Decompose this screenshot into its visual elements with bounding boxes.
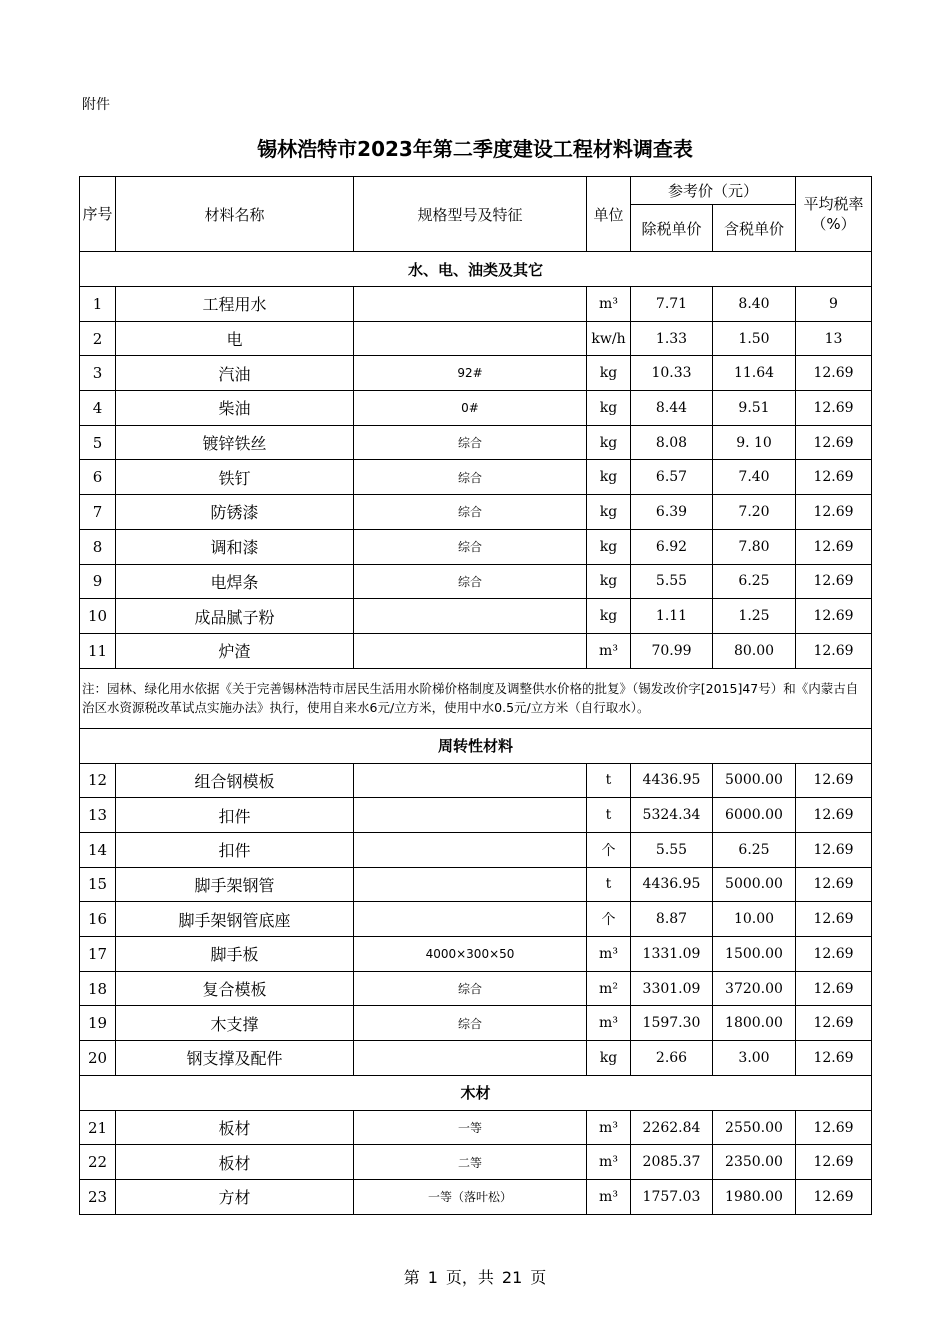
row-unit: m³: [587, 1180, 631, 1215]
row-price-ex-tax: 2262.84: [631, 1110, 713, 1145]
table-row: [80, 633, 872, 668]
materials-table: [79, 176, 872, 1215]
footer-suffix: 页: [530, 1268, 547, 1287]
row-price-inc-tax: 1500.00: [713, 937, 796, 972]
row-spec: [354, 902, 587, 937]
table-row: [80, 1110, 872, 1145]
col-price-ex-header: 除税单价: [631, 205, 713, 252]
footer-page-number: 1: [427, 1268, 438, 1287]
row-seq: 22: [80, 1145, 116, 1180]
row-seq: 10: [80, 599, 116, 634]
row-tax-rate: 12.69: [796, 633, 872, 668]
table-row: [80, 1180, 872, 1215]
row-price-ex-tax: 4436.95: [631, 867, 713, 902]
row-tax-rate: 12.69: [796, 971, 872, 1006]
col-price-in-header: 含税单价: [713, 205, 796, 252]
row-unit: m³: [587, 937, 631, 972]
row-unit: m³: [587, 1110, 631, 1145]
table-body: [80, 252, 872, 1215]
row-tax-rate: 12.69: [796, 425, 872, 460]
row-price-inc-tax: 6.25: [713, 832, 796, 867]
row-price-inc-tax: 9.51: [713, 391, 796, 426]
table-row: [80, 356, 872, 391]
row-material-name: 铁钉: [116, 460, 354, 495]
section-row: [80, 1075, 872, 1110]
table-row: [80, 460, 872, 495]
row-seq: 6: [80, 460, 116, 495]
row-unit: m²: [587, 971, 631, 1006]
row-unit: kg: [587, 1041, 631, 1076]
row-price-inc-tax: 3720.00: [713, 971, 796, 1006]
row-price-inc-tax: 1.25: [713, 599, 796, 634]
col-name-header: 材料名称: [116, 177, 354, 252]
row-spec: 综合: [354, 971, 587, 1006]
col-tax-header: 平均税率（%）: [796, 177, 872, 252]
row-price-ex-tax: 70.99: [631, 633, 713, 668]
row-spec: [354, 763, 587, 798]
row-seq: 8: [80, 529, 116, 564]
row-seq: 17: [80, 937, 116, 972]
row-material-name: 扣件: [116, 798, 354, 833]
row-tax-rate: 12.69: [796, 564, 872, 599]
row-price-ex-tax: 2.66: [631, 1041, 713, 1076]
row-tax-rate: 12.69: [796, 832, 872, 867]
row-price-ex-tax: 6.57: [631, 460, 713, 495]
row-price-inc-tax: 7.40: [713, 460, 796, 495]
row-unit: kg: [587, 564, 631, 599]
row-unit: kg: [587, 425, 631, 460]
note-text: 注：园林、绿化用水依据《关于完善锡林浩特市居民生活用水阶梯价格制度及调整供水价格的批复》（锡发改价字[2015]47号）和《内蒙古自治区水资源税改革试点实施办法》执行，使用自来水6元/立方米，使用中水0.5元/立方米（自行取水）。: [80, 668, 872, 728]
table-row: [80, 937, 872, 972]
row-tax-rate: 12.69: [796, 391, 872, 426]
row-material-name: 脚手架钢管: [116, 867, 354, 902]
section-title: 木材: [80, 1075, 872, 1110]
row-material-name: 方材: [116, 1180, 354, 1215]
section-title: 水、电、油类及其它: [80, 252, 872, 287]
row-material-name: 扣件: [116, 832, 354, 867]
row-material-name: 脚手架钢管底座: [116, 902, 354, 937]
row-material-name: 木支撑: [116, 1006, 354, 1041]
table-row: [80, 564, 872, 599]
row-price-inc-tax: 8.40: [713, 287, 796, 322]
row-price-ex-tax: 3301.09: [631, 971, 713, 1006]
row-spec: 综合: [354, 529, 587, 564]
row-material-name: 脚手板: [116, 937, 354, 972]
row-material-name: 调和漆: [116, 529, 354, 564]
section-row: [80, 252, 872, 287]
row-price-ex-tax: 5324.34: [631, 798, 713, 833]
row-unit: t: [587, 867, 631, 902]
row-tax-rate: 12.69: [796, 356, 872, 391]
row-spec: 综合: [354, 495, 587, 530]
row-price-ex-tax: 6.39: [631, 495, 713, 530]
row-tax-rate: 9: [796, 287, 872, 322]
table-row: [80, 763, 872, 798]
table-row: [80, 495, 872, 530]
row-seq: 16: [80, 902, 116, 937]
row-tax-rate: 12.69: [796, 495, 872, 530]
row-spec: [354, 321, 587, 356]
row-price-ex-tax: 1597.30: [631, 1006, 713, 1041]
row-material-name: 钢支撑及配件: [116, 1041, 354, 1076]
table-row: [80, 529, 872, 564]
row-unit: m³: [587, 287, 631, 322]
section-title: 周转性材料: [80, 728, 872, 763]
row-spec: [354, 599, 587, 634]
row-price-ex-tax: 8.87: [631, 902, 713, 937]
row-price-inc-tax: 80.00: [713, 633, 796, 668]
row-seq: 2: [80, 321, 116, 356]
table-row: [80, 599, 872, 634]
row-price-ex-tax: 1.33: [631, 321, 713, 356]
row-tax-rate: 12.69: [796, 902, 872, 937]
row-unit: kw/h: [587, 321, 631, 356]
row-price-ex-tax: 8.44: [631, 391, 713, 426]
row-price-ex-tax: 1.11: [631, 599, 713, 634]
row-price-ex-tax: 1331.09: [631, 937, 713, 972]
row-seq: 5: [80, 425, 116, 460]
row-material-name: 电: [116, 321, 354, 356]
row-price-ex-tax: 7.71: [631, 287, 713, 322]
row-price-inc-tax: 2350.00: [713, 1145, 796, 1180]
row-price-ex-tax: 2085.37: [631, 1145, 713, 1180]
note-row: [80, 668, 872, 728]
row-seq: 12: [80, 763, 116, 798]
section-row: [80, 728, 872, 763]
row-tax-rate: 12.69: [796, 798, 872, 833]
row-spec: 综合: [354, 425, 587, 460]
row-spec: 一等: [354, 1110, 587, 1145]
row-price-inc-tax: 1.50: [713, 321, 796, 356]
row-material-name: 炉渣: [116, 633, 354, 668]
row-seq: 23: [80, 1180, 116, 1215]
row-material-name: 柴油: [116, 391, 354, 426]
row-seq: 7: [80, 495, 116, 530]
row-spec: 4000×300×50: [354, 937, 587, 972]
row-price-inc-tax: 7.20: [713, 495, 796, 530]
row-price-inc-tax: 7.80: [713, 529, 796, 564]
row-price-ex-tax: 6.92: [631, 529, 713, 564]
row-seq: 21: [80, 1110, 116, 1145]
row-tax-rate: 12.69: [796, 763, 872, 798]
row-tax-rate: 12.69: [796, 1145, 872, 1180]
row-seq: 4: [80, 391, 116, 426]
row-price-inc-tax: 10.00: [713, 902, 796, 937]
row-seq: 11: [80, 633, 116, 668]
row-seq: 13: [80, 798, 116, 833]
row-price-inc-tax: 3.00: [713, 1041, 796, 1076]
table-row: [80, 832, 872, 867]
row-material-name: 复合模板: [116, 971, 354, 1006]
row-unit: kg: [587, 599, 631, 634]
row-price-inc-tax: 6000.00: [713, 798, 796, 833]
row-price-ex-tax: 4436.95: [631, 763, 713, 798]
row-price-inc-tax: 1980.00: [713, 1180, 796, 1215]
table-row: [80, 1041, 872, 1076]
row-tax-rate: 12.69: [796, 1006, 872, 1041]
col-seq-header: 序号: [80, 177, 116, 252]
table-row: [80, 321, 872, 356]
row-tax-rate: 12.69: [796, 460, 872, 495]
row-seq: 19: [80, 1006, 116, 1041]
row-unit: t: [587, 763, 631, 798]
col-unit-header: 单位: [587, 177, 631, 252]
row-unit: kg: [587, 529, 631, 564]
row-tax-rate: 12.69: [796, 529, 872, 564]
footer-prefix: 第: [403, 1268, 420, 1287]
row-material-name: 组合钢模板: [116, 763, 354, 798]
table-row: [80, 287, 872, 322]
row-material-name: 成品腻子粉: [116, 599, 354, 634]
table-row: [80, 391, 872, 426]
row-seq: 9: [80, 564, 116, 599]
row-price-inc-tax: 5000.00: [713, 763, 796, 798]
table-row: [80, 971, 872, 1006]
row-seq: 3: [80, 356, 116, 391]
table-row: [80, 902, 872, 937]
table-row: [80, 425, 872, 460]
row-tax-rate: 12.69: [796, 1110, 872, 1145]
row-spec: 综合: [354, 564, 587, 599]
row-price-ex-tax: 10.33: [631, 356, 713, 391]
attachment-label: 附件: [82, 97, 110, 113]
row-spec: [354, 867, 587, 902]
row-unit: t: [587, 798, 631, 833]
row-tax-rate: 12.69: [796, 599, 872, 634]
row-material-name: 板材: [116, 1110, 354, 1145]
page-footer: [0, 1265, 950, 1288]
row-unit: m³: [587, 1145, 631, 1180]
row-tax-rate: 12.69: [796, 1180, 872, 1215]
table-row: [80, 1145, 872, 1180]
row-seq: 15: [80, 867, 116, 902]
row-seq: 18: [80, 971, 116, 1006]
row-spec: [354, 633, 587, 668]
col-spec-header: 规格型号及特征: [354, 177, 587, 252]
row-price-ex-tax: 5.55: [631, 564, 713, 599]
row-seq: 14: [80, 832, 116, 867]
row-unit: kg: [587, 495, 631, 530]
page-title: 锡林浩特市2023年第二季度建设工程材料调查表: [257, 137, 693, 161]
row-unit: 个: [587, 832, 631, 867]
row-price-inc-tax: 6.25: [713, 564, 796, 599]
row-spec: 综合: [354, 460, 587, 495]
row-tax-rate: 13: [796, 321, 872, 356]
footer-total-pages: 21: [501, 1268, 523, 1287]
row-unit: kg: [587, 356, 631, 391]
row-price-ex-tax: 8.08: [631, 425, 713, 460]
row-tax-rate: 12.69: [796, 867, 872, 902]
row-spec: [354, 1041, 587, 1076]
row-spec: 综合: [354, 1006, 587, 1041]
row-price-ex-tax: 1757.03: [631, 1180, 713, 1215]
row-material-name: 镀锌铁丝: [116, 425, 354, 460]
table-row: [80, 867, 872, 902]
row-material-name: 汽油: [116, 356, 354, 391]
row-seq: 1: [80, 287, 116, 322]
row-spec: 二等: [354, 1145, 587, 1180]
row-price-inc-tax: 9. 10: [713, 425, 796, 460]
footer-middle: 页，共: [445, 1268, 494, 1287]
row-material-name: 工程用水: [116, 287, 354, 322]
row-price-inc-tax: 1800.00: [713, 1006, 796, 1041]
row-spec: [354, 287, 587, 322]
row-price-inc-tax: 11.64: [713, 356, 796, 391]
table-row: [80, 798, 872, 833]
row-spec: 0#: [354, 391, 587, 426]
row-price-inc-tax: 5000.00: [713, 867, 796, 902]
row-price-ex-tax: 5.55: [631, 832, 713, 867]
row-spec: 92#: [354, 356, 587, 391]
row-tax-rate: 12.69: [796, 937, 872, 972]
col-ref-price-header: 参考价（元）: [631, 177, 796, 205]
row-material-name: 防锈漆: [116, 495, 354, 530]
row-unit: 个: [587, 902, 631, 937]
row-unit: kg: [587, 460, 631, 495]
row-unit: m³: [587, 633, 631, 668]
row-unit: kg: [587, 391, 631, 426]
row-material-name: 板材: [116, 1145, 354, 1180]
row-spec: [354, 798, 587, 833]
row-spec: 一等（落叶松）: [354, 1180, 587, 1215]
row-seq: 20: [80, 1041, 116, 1076]
row-unit: m³: [587, 1006, 631, 1041]
table-row: [80, 1006, 872, 1041]
row-tax-rate: 12.69: [796, 1041, 872, 1076]
row-material-name: 电焊条: [116, 564, 354, 599]
row-price-inc-tax: 2550.00: [713, 1110, 796, 1145]
row-spec: [354, 832, 587, 867]
